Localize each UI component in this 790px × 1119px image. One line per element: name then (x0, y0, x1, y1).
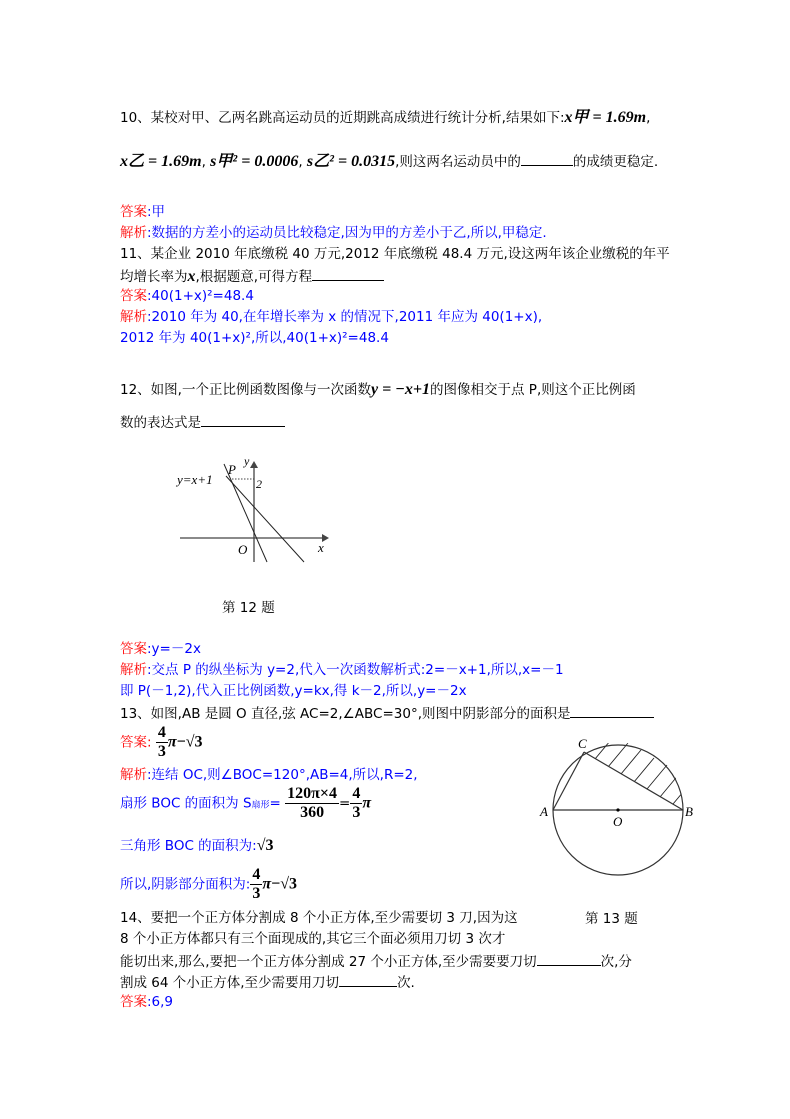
q13-answer (120, 724, 203, 761)
x-label: x (318, 540, 324, 555)
q11-line2 (120, 266, 384, 286)
q12-text: 的图像相交于点 P,则这个正比例函 (430, 382, 636, 398)
answer-label: 答案 (120, 641, 147, 657)
q13-circle-figure (535, 735, 705, 895)
numerator: 120π×4 (287, 785, 338, 802)
q14-text: 次,分 (600, 954, 632, 970)
q14-text: 次. (397, 975, 415, 991)
analysis-text: :数据的方差小的运动员比较稳定,因为甲的方差小于乙,所以,甲稳定. (147, 225, 547, 241)
analysis-text: :连结 OC,则∠BOC=120°,AB=4,所以,R=2, (147, 767, 418, 783)
minus-sqrt3: −√3 (176, 733, 203, 751)
colon: : (147, 734, 152, 751)
analysis-label: 解析 (120, 662, 147, 678)
q11-text: ,根据题意,可得方程 (195, 269, 313, 285)
answer-text: :甲 (147, 204, 166, 220)
q10-text: ,则这两名运动员中的 (395, 154, 521, 170)
function: y = −x+1 (370, 381, 431, 398)
q12-line1 (120, 381, 636, 399)
pi: π (262, 875, 272, 893)
sector-subscript: 扇形 (251, 800, 270, 811)
q14-answer (120, 993, 173, 1011)
denominator: 3 (252, 885, 261, 902)
answer-label: 答案 (120, 288, 147, 304)
mean-yi: x乙 = 1.69m (120, 153, 202, 170)
q12-graph (170, 450, 340, 570)
point-b-label: B (685, 804, 693, 819)
q11-line1: 11、某企业 2010 年底缴税 40 万元,2012 年底缴税 48.4 万元,设这两年该企业缴税的年平 (120, 246, 670, 262)
q12-line2 (120, 412, 285, 432)
analysis-label: 解析 (120, 225, 147, 241)
denominator: 3 (352, 804, 361, 821)
q12-caption: 第 12 题 (222, 600, 275, 616)
y-axis-arrow (250, 461, 258, 468)
q10-answer (120, 203, 165, 221)
answer-blank (201, 412, 285, 427)
answer-blank (537, 951, 601, 966)
answer-text: :y=－2x (147, 641, 201, 657)
q14-text: 能切出来,那么,要把一个正方体分割成 27 个小正方体,至少需要要刀切 (120, 954, 537, 970)
point-a-label: A (540, 804, 548, 819)
point-c-label: C (578, 736, 587, 751)
variance-yi: s乙² = 0.0315 (306, 153, 396, 170)
pi: π (362, 794, 372, 812)
fraction-sector (285, 785, 339, 822)
answer-label: 答案 (120, 204, 147, 220)
q12-analysis-line2: 即 P(－1,2),代入正比例函数,y=kx,得 k－2,所以,y=－2x (120, 683, 467, 699)
q14-line2: 8 个小正方体都只有三个面现成的,其它三个面必须用刀切 3 次才 (120, 931, 506, 947)
analysis-label: 解析 (120, 309, 147, 325)
q10-text: 的成绩更稳定. (572, 154, 659, 170)
numerator: 4 (352, 785, 361, 802)
answer-label: 答案 (120, 994, 147, 1010)
fraction-4-3 (156, 724, 168, 761)
equals: = (339, 795, 351, 812)
q14-line3 (120, 951, 632, 971)
q13-caption: 第 13 题 (585, 911, 638, 927)
comma: , (201, 154, 206, 170)
q12-text: 12、如图,一个正比例函数图像与一次函数 (120, 382, 371, 398)
q13-sector-area (120, 785, 371, 824)
center-point (616, 808, 619, 811)
q14-text: 割成 64 个小正方体,至少需要用刀切 (120, 975, 340, 991)
analysis-label: 解析 (120, 767, 147, 783)
answer-blank (570, 703, 654, 718)
denominator: 360 (300, 804, 325, 821)
q13-triangle-area (120, 837, 274, 855)
q14-line4 (120, 972, 415, 992)
q11-answer (120, 287, 254, 305)
sqrt3: √3 (256, 837, 274, 854)
shaded-label: 所以,阴影部分面积为: (120, 876, 251, 893)
pi: π (167, 733, 177, 751)
mean-jia: x甲 = 1.69m (564, 109, 647, 126)
q12-answer (120, 640, 201, 658)
comma: , (646, 110, 651, 126)
fraction-4-3 (350, 785, 362, 822)
answer-label: 答案 (120, 734, 147, 751)
q12-text: 数的表达式是 (120, 415, 201, 431)
chord-cb (584, 752, 683, 810)
point-p-label: P (228, 462, 236, 477)
answer-blank (339, 972, 397, 987)
answer-blank (312, 266, 384, 281)
q11-text: 均增长率为 (120, 269, 188, 285)
q13-text: 13、如图,AB 是圆 O 直径,弦 AC=2,∠ABC=30°,则图中阴影部分的面积是 (120, 706, 571, 722)
q12-analysis (120, 661, 564, 679)
q11-analysis (120, 308, 542, 326)
q10-line1 (120, 109, 650, 127)
answer-text: :40(1+x)²=48.4 (147, 288, 254, 304)
y-label: y (244, 454, 250, 468)
minus-sqrt3: −√3 (271, 875, 297, 893)
point-o-label: O (613, 814, 623, 829)
variance-jia: s甲² = 0.0006 (210, 153, 299, 170)
q10-text: 10、某校对甲、乙两名跳高运动员的近期跳高成绩进行统计分析,结果如下: (120, 110, 565, 126)
analysis-text: :交点 P 的纵坐标为 y=2,代入一次函数解析式:2=－x+1,所以,x=－1 (147, 662, 564, 678)
tick-2: 2 (256, 477, 262, 491)
q10-analysis (120, 224, 547, 242)
chord-ac (553, 752, 584, 810)
q14-line1: 14、要把一个正方体分割成 8 个小正方体,至少需要切 3 刀,因为这 (120, 910, 518, 926)
q13-shaded-area (120, 866, 297, 903)
q11-analysis-line2: 2012 年为 40(1+x)²,所以,40(1+x)²=48.4 (120, 330, 389, 346)
fraction-4-3 (250, 866, 262, 903)
var-x: x (187, 268, 196, 285)
comma: , (298, 154, 303, 170)
origin-label: O (238, 542, 248, 557)
numerator: 4 (157, 724, 166, 741)
answer-blank (521, 151, 573, 166)
line-label: y=x+1 (177, 472, 213, 487)
denominator: 3 (157, 743, 166, 760)
q13-analysis (120, 766, 418, 784)
triangle-label: 三角形 BOC 的面积为: (120, 838, 257, 854)
numerator: 4 (252, 866, 261, 883)
sector-label: 扇形 BOC 的面积为 S (120, 795, 252, 812)
answer-text: :6,9 (147, 994, 174, 1010)
equals: = (269, 795, 281, 812)
q10-line2 (120, 151, 658, 171)
q13-line1 (120, 703, 654, 723)
analysis-text: :2010 年为 40,在年增长率为 x 的情况下,2011 年应为 40(1+x), (147, 309, 543, 325)
